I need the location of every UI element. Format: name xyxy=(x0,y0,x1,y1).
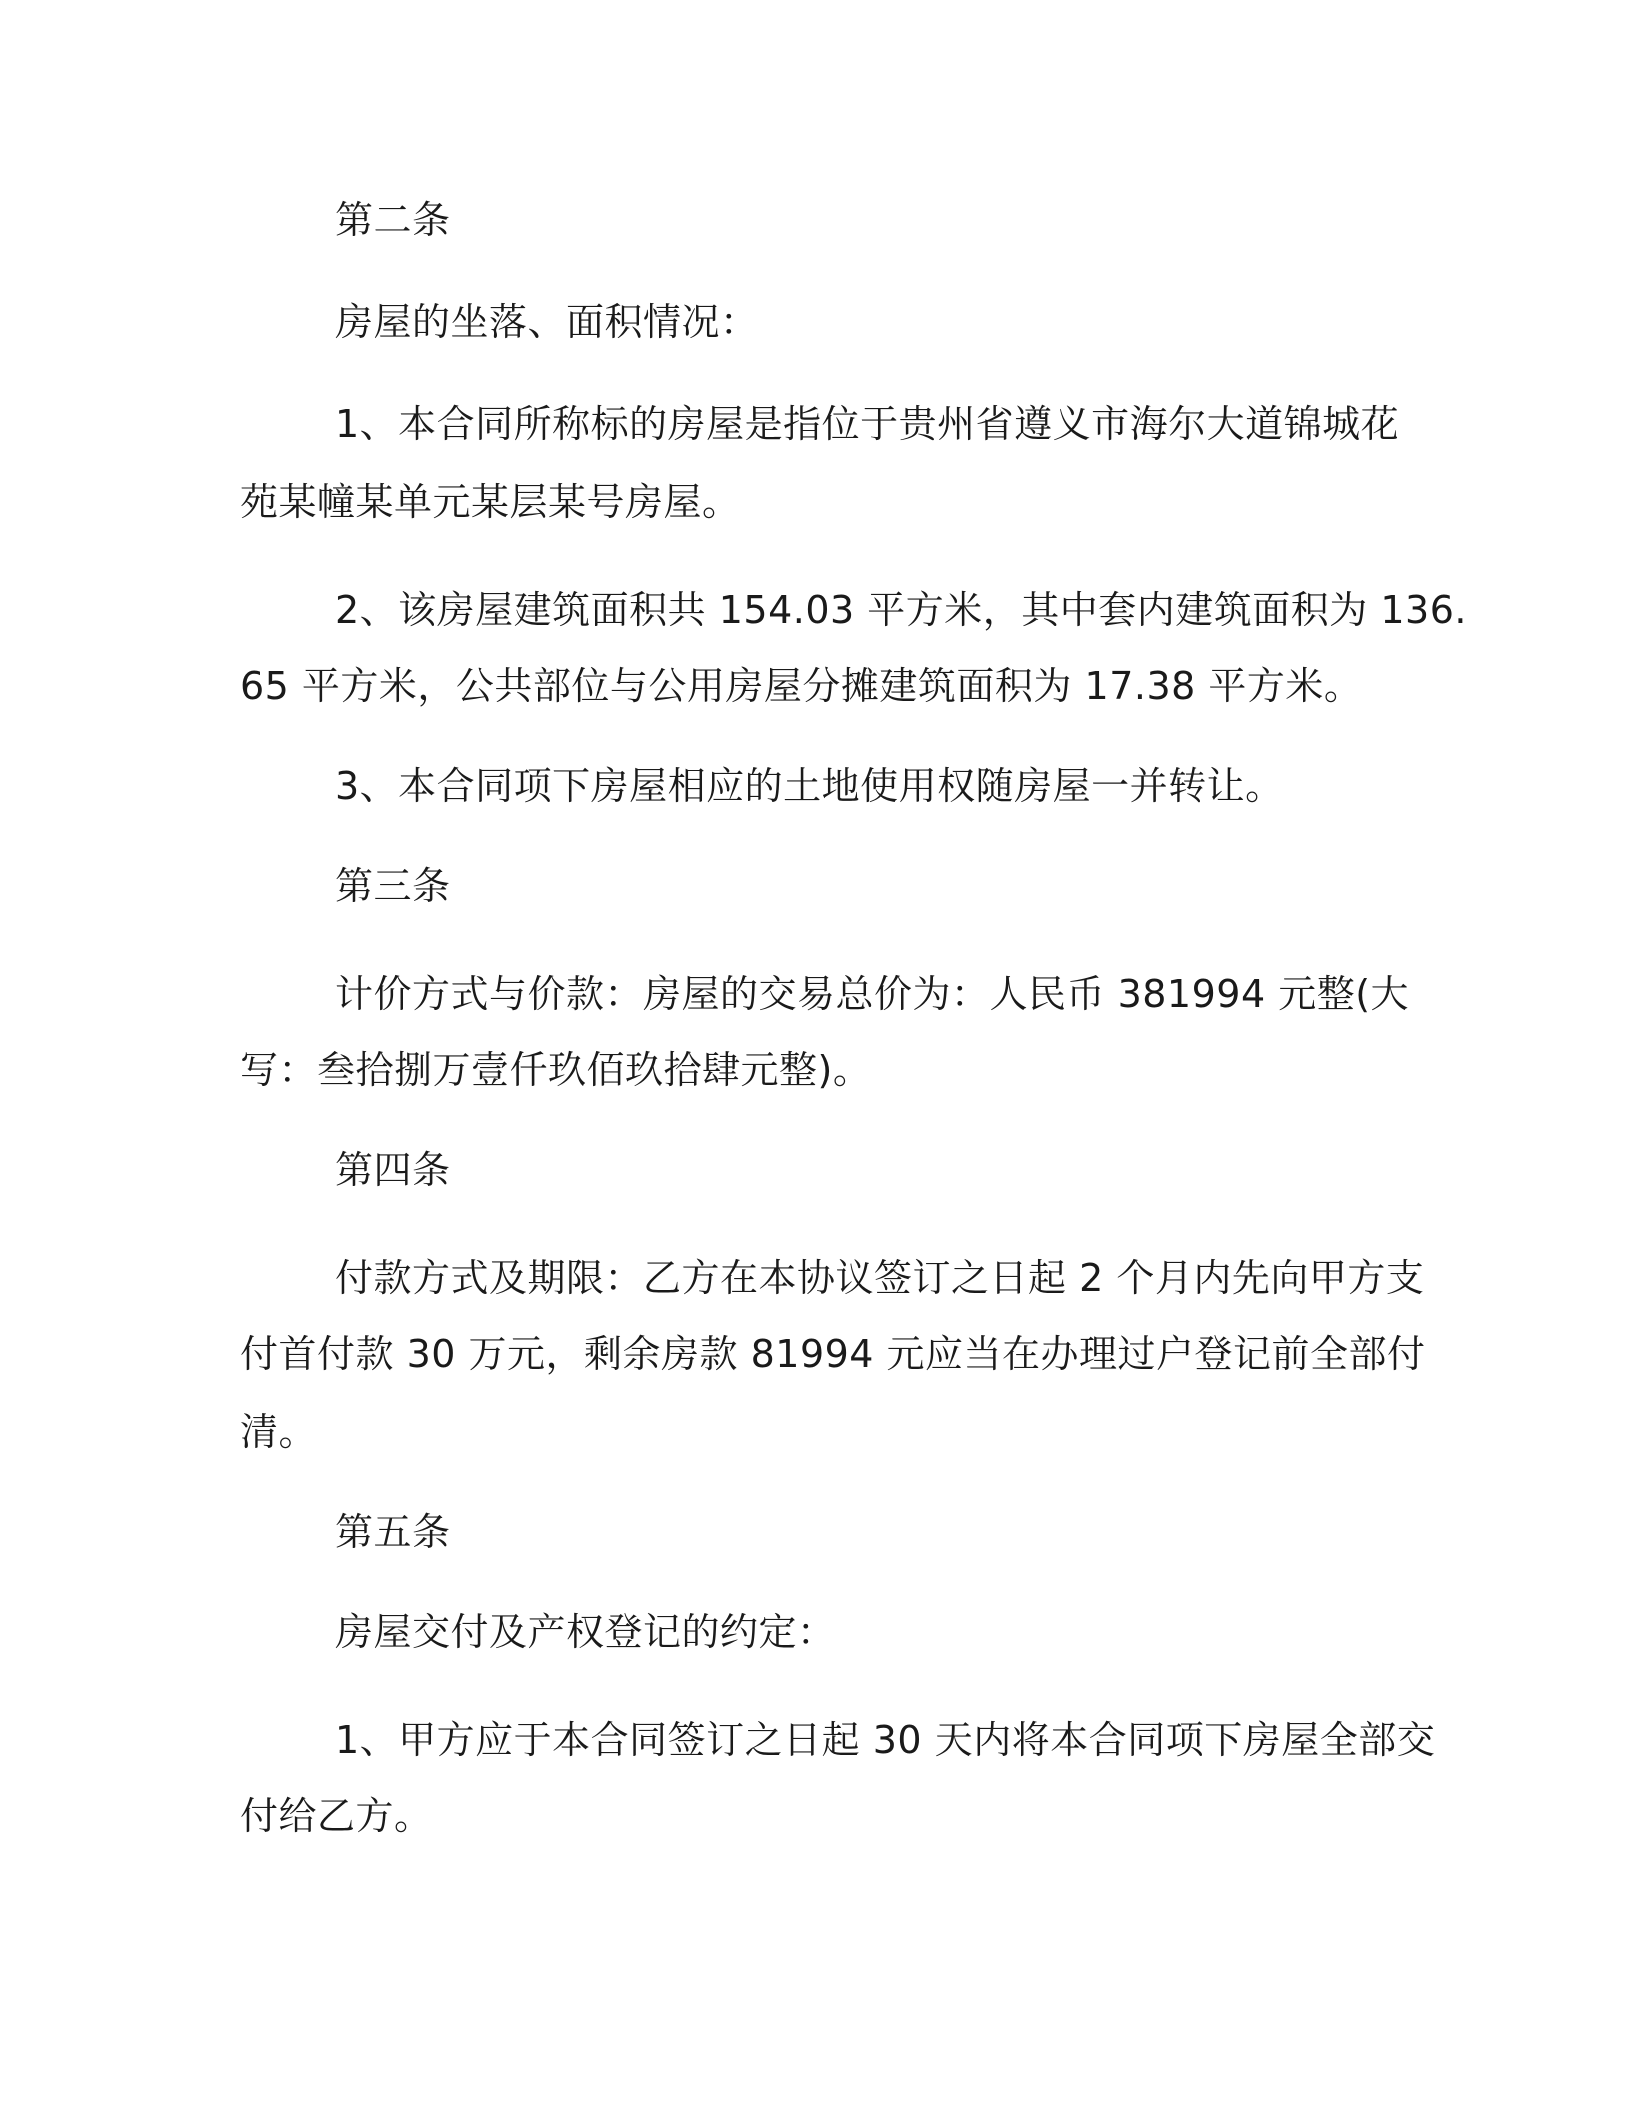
article-5-clause-1-line-2: 付给乙方。 xyxy=(240,1794,433,1838)
article-2-clause-1-line-2: 苑某幢某单元某层某号房屋。 xyxy=(240,480,741,524)
article-2-clause-1-line-1: 1、本合同所称标的房屋是指位于贵州省遵义市海尔大道锦城花 xyxy=(335,402,1400,446)
article-2-heading: 第二条 xyxy=(335,198,451,242)
article-5-clause-1-line-1: 1、甲方应于本合同签订之日起 30 天内将本合同项下房屋全部交 xyxy=(335,1718,1436,1762)
article-4-line-3: 清。 xyxy=(240,1410,318,1454)
article-2-intro: 房屋的坐落、面积情况： xyxy=(335,300,759,344)
article-4-line-2: 付首付款 30 万元，剩余房款 81994 元应当在办理过户登记前全部付 xyxy=(240,1332,1426,1376)
article-4-line-1: 付款方式及期限：乙方在本协议签订之日起 2 个月内先向甲方支 xyxy=(335,1256,1425,1300)
article-2-clause-3: 3、本合同项下房屋相应的土地使用权随房屋一并转让。 xyxy=(335,764,1284,808)
article-3-line-2: 写：叁拾捌万壹仟玖佰玖拾肆元整)。 xyxy=(240,1048,872,1092)
article-2-clause-2-line-2: 65 平方米，公共部位与公用房屋分摊建筑面积为 17.38 平方米。 xyxy=(240,664,1363,708)
article-3-line-1: 计价方式与价款：房屋的交易总价为：人民币 381994 元整(大 xyxy=(335,972,1410,1016)
article-4-heading: 第四条 xyxy=(335,1148,451,1192)
article-2-clause-2-line-1: 2、该房屋建筑面积共 154.03 平方米，其中套内建筑面积为 136. xyxy=(335,588,1467,632)
article-5-heading: 第五条 xyxy=(335,1510,451,1554)
article-3-heading: 第三条 xyxy=(335,864,451,908)
article-5-intro: 房屋交付及产权登记的约定： xyxy=(335,1610,836,1654)
